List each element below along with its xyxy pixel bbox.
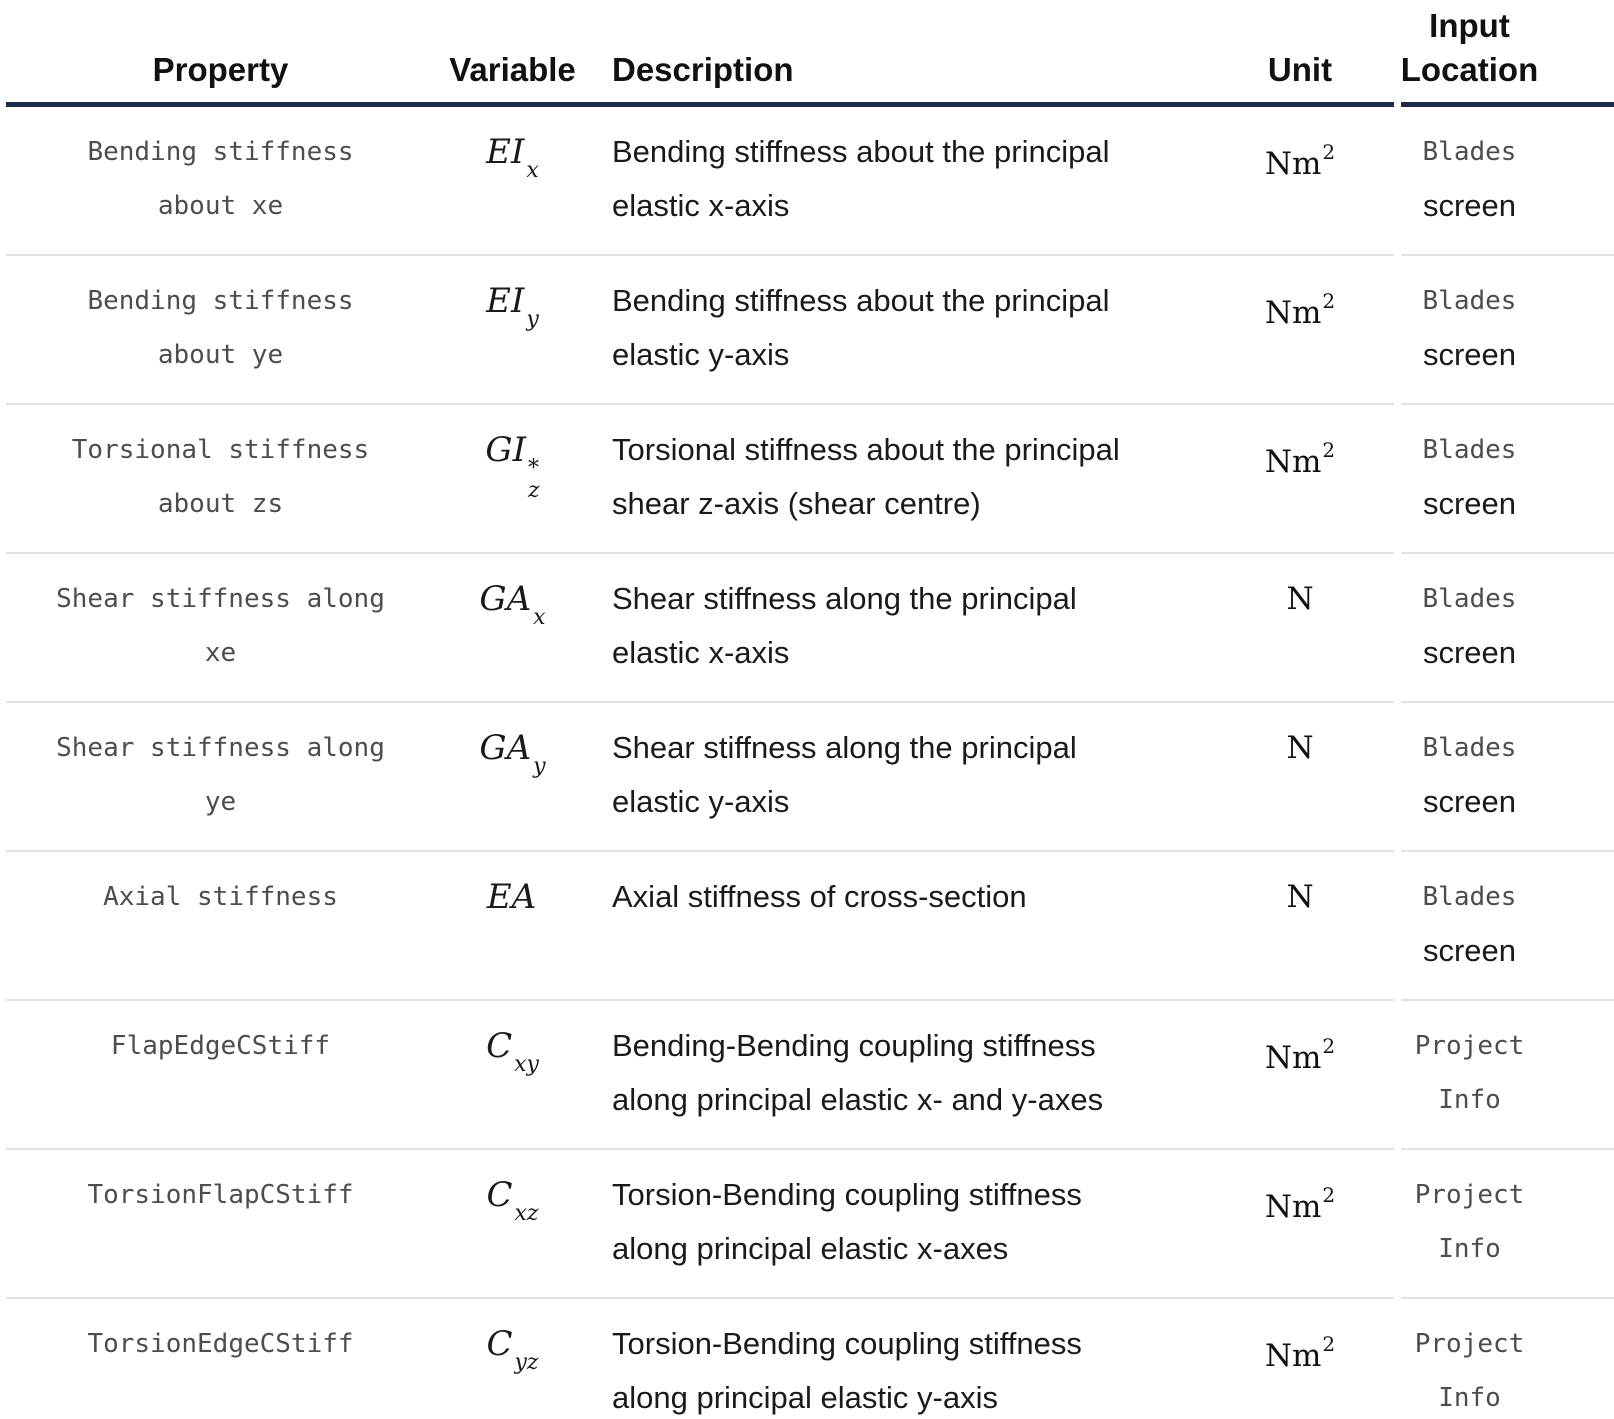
description-cell: Torsion-Bending coupling stiffness along principal elastic x-axes [590, 1149, 1235, 1298]
table-header-row [6, 0, 1614, 105]
variable-cell [435, 1000, 590, 1149]
math-variable: GI * z [485, 430, 540, 503]
property-cell: FlapEdgeCStiff [6, 1000, 435, 1149]
unit-cell: Nm$^2$ [1235, 255, 1365, 404]
table-row [6, 255, 1614, 404]
column-gap-divider [1394, 0, 1401, 1419]
input-location-cell: Blades screen [1365, 553, 1614, 702]
math-variable: EI x [486, 132, 539, 183]
description-cell: Bending-Bending coupling stiffness along principal elastic x- and y-axes [590, 1000, 1235, 1149]
description-cell: Shear stiffness along the principal elastic y-axis [590, 702, 1235, 851]
unit-cell: Nm$^2$ [1235, 1000, 1365, 1149]
variable-cell [435, 255, 590, 404]
input-location-cell: Project Info [1365, 1298, 1614, 1419]
unit-cell: N [1235, 702, 1365, 851]
table-row [6, 702, 1614, 851]
unit-cell: Nm$^2$ [1235, 1149, 1365, 1298]
input-location-cell: Blades screen [1365, 851, 1614, 1000]
unit-cell: N [1235, 851, 1365, 1000]
unit-cell: N [1235, 553, 1365, 702]
table-row [6, 553, 1614, 702]
variable-cell [435, 851, 590, 1000]
description-cell: Shear stiffness along the principal elastic x-axis [590, 553, 1235, 702]
unit-cell: Nm$^2$ [1235, 1298, 1365, 1419]
variable-cell [435, 404, 590, 553]
table-row [6, 1000, 1614, 1149]
description-cell: Torsion-Bending coupling stiffness along principal elastic y-axis [590, 1298, 1235, 1419]
table-row [6, 1298, 1614, 1419]
description-cell: Bending stiffness about the principal elastic y-axis [590, 255, 1235, 404]
table-row [6, 1149, 1614, 1298]
variable-cell [435, 553, 590, 702]
input-location-cell: Project Info [1365, 1149, 1614, 1298]
property-cell: TorsionEdgeCStiff [6, 1298, 435, 1419]
property-cell: Torsional stiffness about zs [6, 404, 435, 553]
unit-cell: Nm$^2$ [1235, 404, 1365, 553]
math-variable: C yz [486, 1324, 539, 1375]
description-cell: Bending stiffness about the principal elastic x-axis [590, 105, 1235, 256]
input-location-cell: Blades screen [1365, 404, 1614, 553]
header-property: Property [152, 51, 289, 88]
header-variable: Variable [449, 51, 576, 88]
variable-cell [435, 702, 590, 851]
input-location-cell: Blades screen [1365, 105, 1614, 256]
header-unit: Unit [1267, 51, 1333, 88]
math-variable: GA x [479, 579, 546, 630]
unit-cell: Nm$^2$ [1235, 105, 1365, 256]
property-cell: Shear stiffness along ye [6, 702, 435, 851]
table-row [6, 105, 1614, 256]
input-location-cell: Blades screen [1365, 702, 1614, 851]
property-cell: Bending stiffness about ye [6, 255, 435, 404]
table-row [6, 851, 1614, 1000]
description-cell: Axial stiffness of cross-section [590, 851, 1235, 1000]
property-cell: Axial stiffness [6, 851, 435, 1000]
math-variable: GA y [479, 728, 546, 779]
variable-cell [435, 1298, 590, 1419]
math-variable: C xy [486, 1026, 539, 1077]
property-cell: Bending stiffness about xe [6, 105, 435, 256]
input-location-cell: Blades screen [1365, 255, 1614, 404]
variable-cell [435, 105, 590, 256]
header-input-location-line1: Input [1429, 7, 1510, 44]
property-cell: TorsionFlapCStiff [6, 1149, 435, 1298]
variable-cell [435, 1149, 590, 1298]
header-input-location-line2: Location [1400, 51, 1539, 88]
input-location-cell: Project Info [1365, 1000, 1614, 1149]
header-description: Description [612, 51, 794, 88]
math-variable: EI y [486, 281, 539, 332]
table-row [6, 404, 1614, 553]
description-cell: Torsional stiffness about the principal shear z-axis (shear centre) [590, 404, 1235, 553]
properties-table [6, 0, 1614, 1419]
property-cell: Shear stiffness along xe [6, 553, 435, 702]
math-variable: EA [486, 877, 537, 917]
math-variable: C xz [486, 1175, 539, 1226]
header-input-location [1365, 0, 1614, 105]
